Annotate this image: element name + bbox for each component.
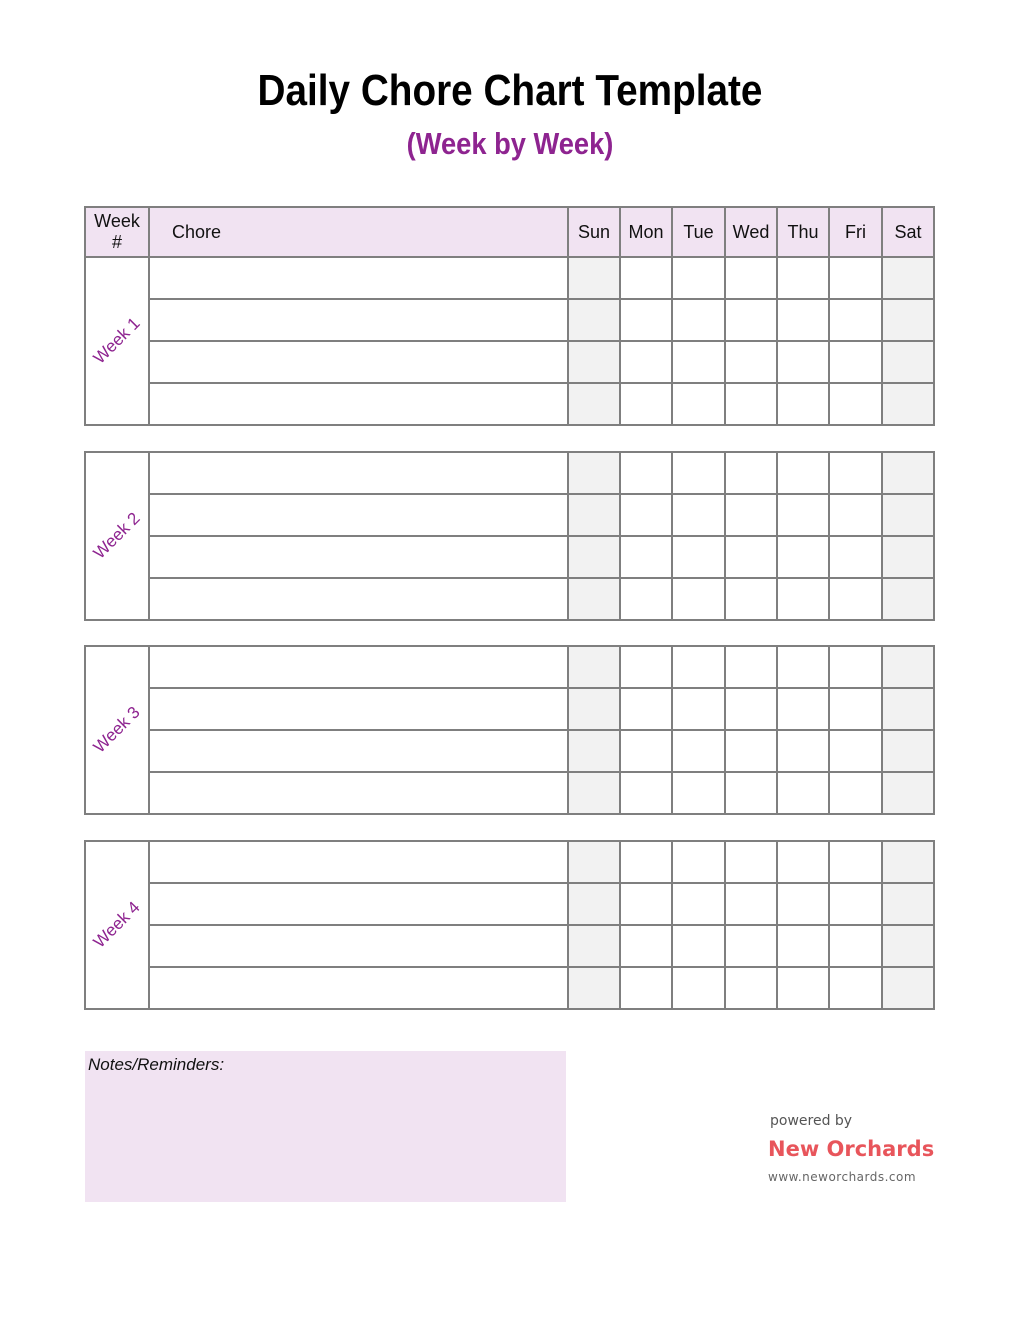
fri-cell[interactable] — [829, 688, 882, 730]
sun-cell[interactable] — [568, 383, 620, 425]
week-label-cell — [85, 257, 149, 425]
wed-cell[interactable] — [725, 925, 777, 967]
fri-cell[interactable] — [829, 730, 882, 772]
wed-cell[interactable] — [725, 646, 777, 688]
thu-cell[interactable] — [777, 646, 829, 688]
chore-cell[interactable] — [149, 578, 568, 620]
column-header-fri: Fri — [829, 207, 882, 257]
thu-cell[interactable] — [777, 299, 829, 341]
fri-cell[interactable] — [829, 772, 882, 814]
thu-cell[interactable] — [777, 730, 829, 772]
chore-cell[interactable] — [149, 494, 568, 536]
table-row — [85, 730, 934, 772]
tue-cell[interactable] — [672, 383, 725, 425]
table-row — [85, 578, 934, 620]
sat-cell[interactable] — [882, 925, 934, 967]
thu-cell[interactable] — [777, 772, 829, 814]
fri-cell[interactable] — [829, 383, 882, 425]
thu-cell[interactable] — [777, 925, 829, 967]
sat-cell[interactable] — [882, 646, 934, 688]
table-row — [85, 883, 934, 925]
mon-cell[interactable] — [620, 730, 672, 772]
brand-url: www.neworchards.com — [768, 1170, 917, 1184]
table-row — [85, 257, 934, 299]
table-row — [85, 299, 934, 341]
sat-cell[interactable] — [882, 688, 934, 730]
thu-cell[interactable] — [777, 341, 829, 383]
mon-cell[interactable] — [620, 925, 672, 967]
table-row — [85, 688, 934, 730]
week-label: Week 4 — [89, 897, 144, 952]
chore-cell[interactable] — [149, 257, 568, 299]
column-header-sun: Sun — [568, 207, 620, 257]
sat-cell[interactable] — [882, 730, 934, 772]
page-title: Daily Chore Chart Template — [257, 66, 763, 115]
chore-cell[interactable] — [149, 536, 568, 578]
sun-cell[interactable] — [568, 646, 620, 688]
sun-cell[interactable] — [568, 578, 620, 620]
tue-cell[interactable] — [672, 772, 725, 814]
fri-cell[interactable] — [829, 646, 882, 688]
tue-cell[interactable] — [672, 883, 725, 925]
tue-cell[interactable] — [672, 578, 725, 620]
notes-box[interactable] — [85, 1051, 566, 1202]
tue-cell[interactable] — [672, 730, 725, 772]
table-row — [85, 494, 934, 536]
thu-cell[interactable] — [777, 688, 829, 730]
thu-cell[interactable] — [777, 383, 829, 425]
week-4-table — [84, 840, 935, 1010]
wed-cell[interactable] — [725, 299, 777, 341]
table-row — [85, 772, 934, 814]
wed-cell[interactable] — [725, 536, 777, 578]
chore-cell[interactable] — [149, 646, 568, 688]
wed-cell[interactable] — [725, 688, 777, 730]
week-3-table — [84, 645, 935, 815]
sun-cell[interactable] — [568, 730, 620, 772]
table-row — [85, 841, 934, 883]
sun-cell[interactable] — [568, 452, 620, 494]
column-header-sat: Sat — [882, 207, 934, 257]
mon-cell[interactable] — [620, 578, 672, 620]
week-label: Week 2 — [89, 508, 144, 563]
sat-cell[interactable] — [882, 452, 934, 494]
sun-cell[interactable] — [568, 883, 620, 925]
tue-cell[interactable] — [672, 452, 725, 494]
sun-cell[interactable] — [568, 841, 620, 883]
sat-cell[interactable] — [882, 341, 934, 383]
week-label: Week 3 — [89, 702, 144, 757]
fri-cell[interactable] — [829, 494, 882, 536]
wed-cell[interactable] — [725, 967, 777, 1009]
chore-cell[interactable] — [149, 341, 568, 383]
thu-cell[interactable] — [777, 494, 829, 536]
week-2-table — [84, 451, 935, 621]
sat-cell[interactable] — [882, 772, 934, 814]
thu-cell[interactable] — [777, 452, 829, 494]
sun-cell[interactable] — [568, 688, 620, 730]
week-1-table — [84, 206, 935, 426]
page-subtitle: (Week by Week) — [406, 126, 614, 161]
table-row — [85, 452, 934, 494]
tue-cell[interactable] — [672, 341, 725, 383]
mon-cell[interactable] — [620, 536, 672, 578]
chore-cell[interactable] — [149, 772, 568, 814]
mon-cell[interactable] — [620, 494, 672, 536]
tue-cell[interactable] — [672, 494, 725, 536]
chore-cell[interactable] — [149, 967, 568, 1009]
sat-cell[interactable] — [882, 257, 934, 299]
thu-cell[interactable] — [777, 257, 829, 299]
table-row — [85, 967, 934, 1009]
wed-cell[interactable] — [725, 341, 777, 383]
fri-cell[interactable] — [829, 925, 882, 967]
column-header-mon: Mon — [620, 207, 672, 257]
mon-cell[interactable] — [620, 452, 672, 494]
table-row — [85, 341, 934, 383]
chore-cell[interactable] — [149, 730, 568, 772]
thu-cell[interactable] — [777, 536, 829, 578]
tue-cell[interactable] — [672, 688, 725, 730]
sun-cell[interactable] — [568, 341, 620, 383]
fri-cell[interactable] — [829, 257, 882, 299]
table-row — [85, 536, 934, 578]
notes-label: Notes/Reminders: — [88, 1055, 225, 1074]
sun-cell[interactable] — [568, 925, 620, 967]
sat-cell[interactable] — [882, 536, 934, 578]
chore-cell[interactable] — [149, 383, 568, 425]
chore-cell[interactable] — [149, 299, 568, 341]
sun-cell[interactable] — [568, 536, 620, 578]
column-header-tue: Tue — [672, 207, 725, 257]
mon-cell[interactable] — [620, 967, 672, 1009]
sun-cell[interactable] — [568, 494, 620, 536]
mon-cell[interactable] — [620, 383, 672, 425]
mon-cell[interactable] — [620, 688, 672, 730]
brand-logo: New Orchards — [768, 1137, 935, 1161]
wed-cell[interactable] — [725, 730, 777, 772]
tue-cell[interactable] — [672, 841, 725, 883]
sat-cell[interactable] — [882, 494, 934, 536]
sun-cell[interactable] — [568, 967, 620, 1009]
wed-cell[interactable] — [725, 494, 777, 536]
wed-cell[interactable] — [725, 883, 777, 925]
column-header-wed: Wed — [725, 207, 777, 257]
sat-cell[interactable] — [882, 299, 934, 341]
mon-cell[interactable] — [620, 646, 672, 688]
mon-cell[interactable] — [620, 841, 672, 883]
sat-cell[interactable] — [882, 383, 934, 425]
fri-cell[interactable] — [829, 299, 882, 341]
tue-cell[interactable] — [672, 646, 725, 688]
fri-cell[interactable] — [829, 452, 882, 494]
sat-cell[interactable] — [882, 841, 934, 883]
fri-cell[interactable] — [829, 578, 882, 620]
chore-cell[interactable] — [149, 452, 568, 494]
thu-cell[interactable] — [777, 967, 829, 1009]
week-label: Week 1 — [89, 313, 144, 368]
fri-cell[interactable] — [829, 341, 882, 383]
wed-cell[interactable] — [725, 772, 777, 814]
thu-cell[interactable] — [777, 578, 829, 620]
fri-cell[interactable] — [829, 967, 882, 1009]
wed-cell[interactable] — [725, 257, 777, 299]
column-header-chore: Chore — [149, 207, 568, 257]
tue-cell[interactable] — [672, 536, 725, 578]
mon-cell[interactable] — [620, 341, 672, 383]
sun-cell[interactable] — [568, 257, 620, 299]
week-label-cell — [85, 646, 149, 814]
thu-cell[interactable] — [777, 841, 829, 883]
fri-cell[interactable] — [829, 536, 882, 578]
chore-cell[interactable] — [149, 688, 568, 730]
header-row — [85, 207, 934, 257]
sat-cell[interactable] — [882, 883, 934, 925]
table-row — [85, 383, 934, 425]
chore-cell[interactable] — [149, 925, 568, 967]
chore-cell[interactable] — [149, 883, 568, 925]
mon-cell[interactable] — [620, 257, 672, 299]
column-header-thu: Thu — [777, 207, 829, 257]
tue-cell[interactable] — [672, 257, 725, 299]
sun-cell[interactable] — [568, 772, 620, 814]
week-label-cell — [85, 841, 149, 1009]
mon-cell[interactable] — [620, 772, 672, 814]
wed-cell[interactable] — [725, 841, 777, 883]
mon-cell[interactable] — [620, 883, 672, 925]
week-label-cell — [85, 452, 149, 620]
sun-cell[interactable] — [568, 299, 620, 341]
table-row — [85, 925, 934, 967]
tue-cell[interactable] — [672, 299, 725, 341]
wed-cell[interactable] — [725, 578, 777, 620]
column-header-week: Week # — [85, 207, 149, 257]
tue-cell[interactable] — [672, 925, 725, 967]
mon-cell[interactable] — [620, 299, 672, 341]
wed-cell[interactable] — [725, 452, 777, 494]
fri-cell[interactable] — [829, 883, 882, 925]
sat-cell[interactable] — [882, 967, 934, 1009]
chore-cell[interactable] — [149, 841, 568, 883]
powered-by-text: powered by — [770, 1113, 853, 1129]
table-row — [85, 646, 934, 688]
tue-cell[interactable] — [672, 967, 725, 1009]
sat-cell[interactable] — [882, 578, 934, 620]
fri-cell[interactable] — [829, 841, 882, 883]
thu-cell[interactable] — [777, 883, 829, 925]
wed-cell[interactable] — [725, 383, 777, 425]
